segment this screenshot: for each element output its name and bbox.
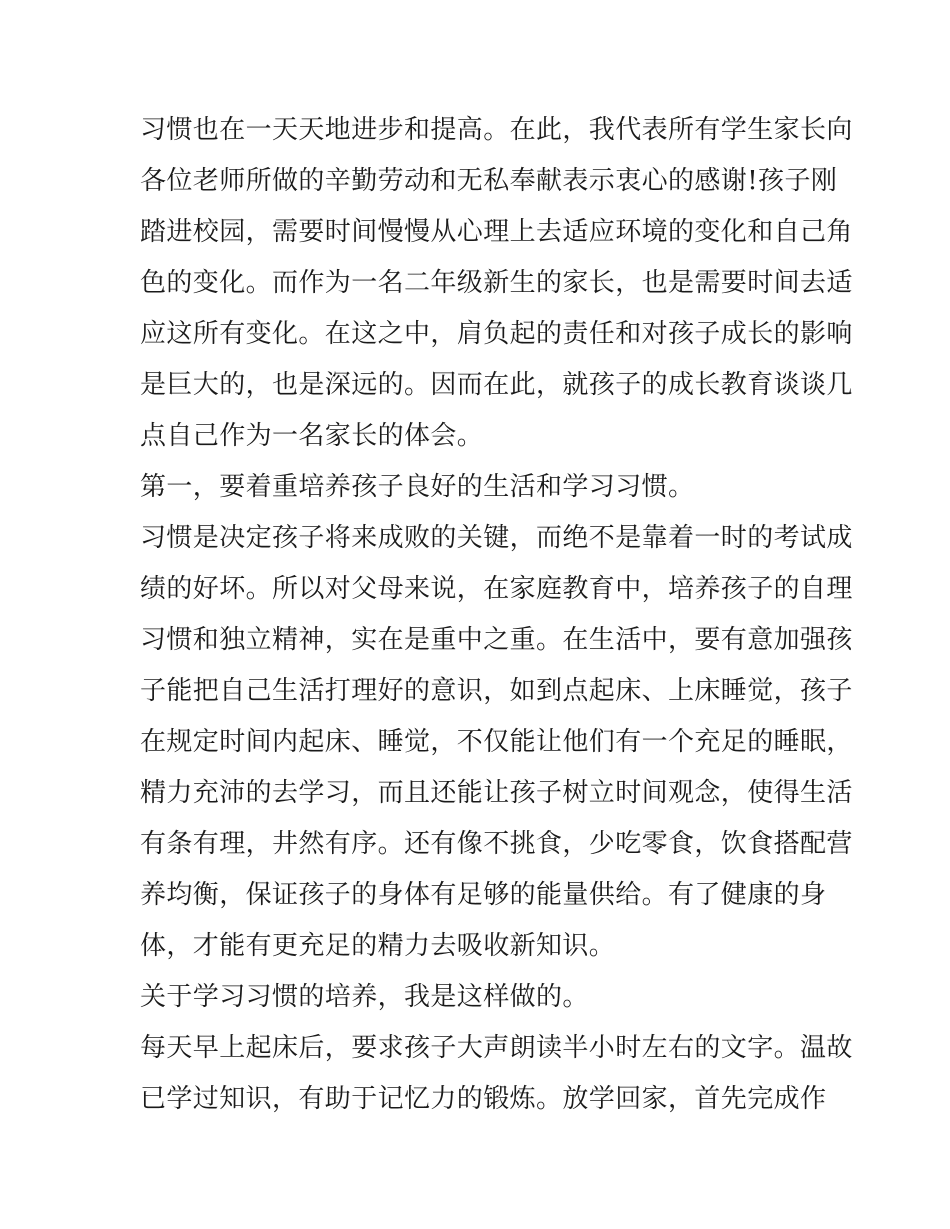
text-line: 关于学习习惯的培养，我是这样做的。 bbox=[140, 982, 589, 1012]
text-line: 习惯也在一天天地进步和提高。在此，我代表所有学生家长向 bbox=[140, 115, 853, 145]
text-line: 子能把自己生活打理好的意识，如到点起床、上床睡觉，孩子 bbox=[140, 676, 853, 706]
section-heading-line: 第一，要着重培养孩子良好的生活和学习习惯。 bbox=[140, 472, 695, 502]
text-line: 各位老师所做的辛勤劳动和无私奉献表示衷心的感谢!孩子刚 bbox=[140, 166, 838, 196]
text-line: 在规定时间内起床、睡觉，不仅能让他们有一个充足的睡眠， bbox=[140, 727, 853, 757]
text-line: 点自己作为一名家长的体会。 bbox=[140, 421, 484, 451]
text-line: 踏进校园，需要时间慢慢从心理上去适应环境的变化和自己角 bbox=[140, 217, 853, 247]
text-line: 是巨大的，也是深远的。因而在此，就孩子的成长教育谈谈几 bbox=[140, 370, 853, 400]
text-line: 每天早上起床后，要求孩子大声朗读半小时左右的文字。温故 bbox=[140, 1033, 853, 1063]
text-line: 精力充沛的去学习，而且还能让孩子树立时间观念，使得生活 bbox=[140, 778, 853, 808]
text-line: 体，才能有更充足的精力去吸收新知识。 bbox=[140, 931, 616, 961]
text-line: 有条有理，井然有序。还有像不挑食，少吃零食，饮食搭配营 bbox=[140, 829, 853, 859]
text-line: 习惯和独立精神，实在是重中之重。在生活中，要有意加强孩 bbox=[140, 625, 853, 655]
text-line: 养均衡，保证孩子的身体有足够的能量供给。有了健康的身 bbox=[140, 880, 827, 910]
text-line: 绩的好坏。所以对父母来说，在家庭教育中，培养孩子的自理 bbox=[140, 574, 853, 604]
text-line: 色的变化。而作为一名二年级新生的家长，也是需要时间去适 bbox=[140, 268, 853, 298]
text-line: 习惯是决定孩子将来成败的关键，而绝不是靠着一时的考试成 bbox=[140, 523, 853, 553]
text-line: 已学过知识，有助于记忆力的锻炼。放学回家，首先完成作 bbox=[140, 1084, 827, 1114]
text-line: 应这所有变化。在这之中，肩负起的责任和对孩子成长的影响 bbox=[140, 319, 853, 349]
document-body bbox=[140, 105, 853, 1125]
